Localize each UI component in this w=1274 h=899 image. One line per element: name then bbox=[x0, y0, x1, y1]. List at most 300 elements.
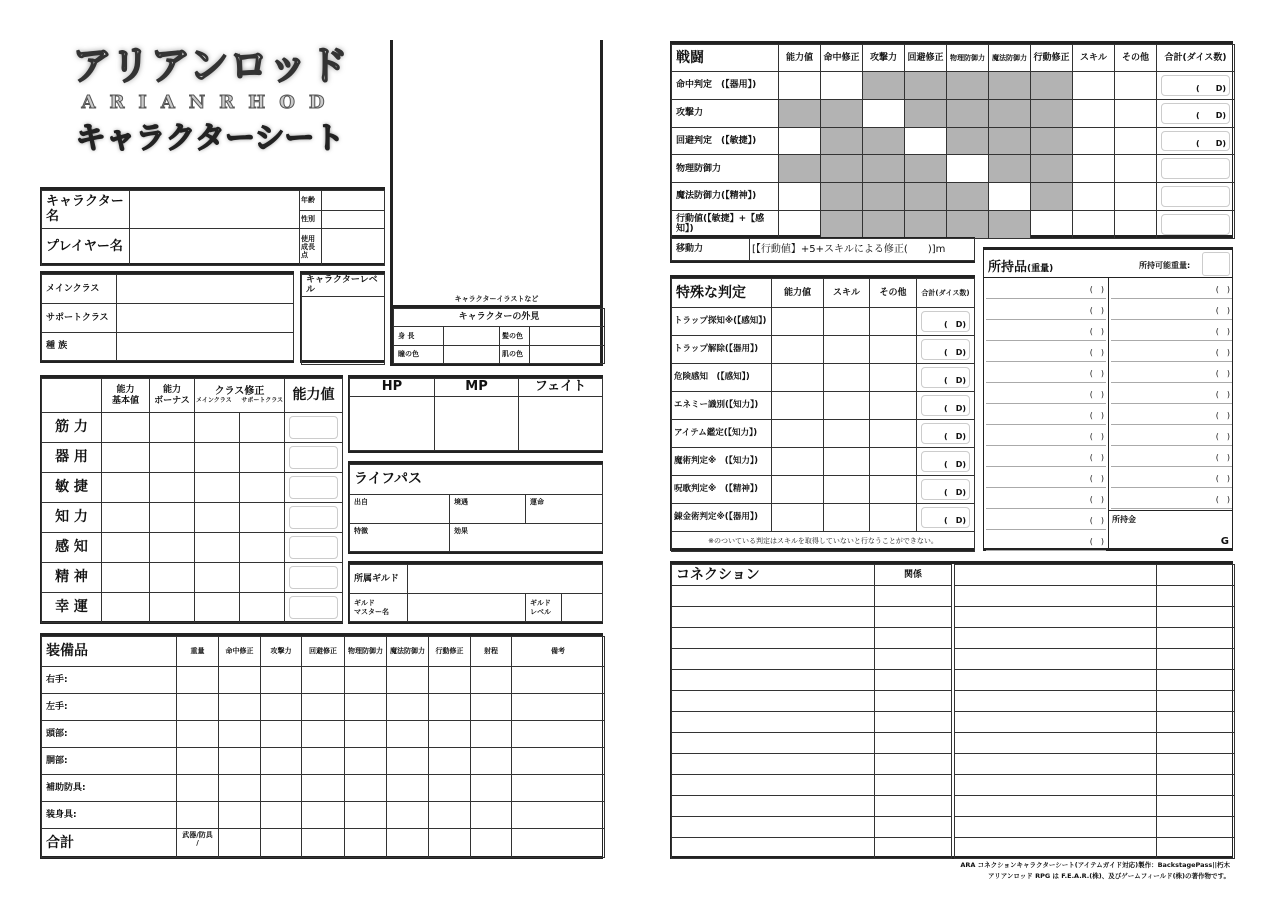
character-name-field[interactable] bbox=[130, 191, 300, 229]
equipment-field[interactable] bbox=[219, 802, 261, 829]
ability-field[interactable] bbox=[240, 503, 285, 533]
ability-value-box[interactable] bbox=[289, 506, 338, 529]
combat-field[interactable] bbox=[947, 155, 989, 183]
equipment-field[interactable] bbox=[387, 775, 429, 802]
ability-field[interactable] bbox=[195, 413, 240, 443]
guild-name-field[interactable] bbox=[408, 565, 603, 594]
equipment-field[interactable] bbox=[429, 721, 471, 748]
equipment-field[interactable] bbox=[345, 694, 387, 721]
connection-field[interactable] bbox=[955, 838, 1157, 859]
ability-value-box[interactable] bbox=[289, 566, 338, 589]
combat-total[interactable] bbox=[1157, 127, 1235, 155]
connection-field[interactable] bbox=[955, 691, 1157, 712]
special-field[interactable] bbox=[772, 504, 824, 532]
connection-field[interactable] bbox=[875, 817, 952, 838]
equipment-field[interactable] bbox=[387, 802, 429, 829]
inventory-item-right[interactable]: ( ) bbox=[1111, 383, 1232, 404]
ability-field[interactable] bbox=[150, 503, 195, 533]
class-field-2[interactable] bbox=[117, 333, 294, 361]
lifepath-fate[interactable] bbox=[526, 495, 603, 524]
equipment-field[interactable] bbox=[177, 748, 219, 775]
special-field[interactable] bbox=[870, 308, 917, 336]
special-field[interactable] bbox=[824, 364, 870, 392]
special-field[interactable] bbox=[870, 392, 917, 420]
connection-field[interactable] bbox=[672, 817, 875, 838]
special-field[interactable] bbox=[870, 504, 917, 532]
ability-label-text: 知 力 bbox=[55, 509, 88, 526]
equipment-field[interactable] bbox=[261, 694, 302, 721]
equipment-field[interactable] bbox=[219, 748, 261, 775]
equipment-field[interactable] bbox=[429, 694, 471, 721]
skin-color-field[interactable] bbox=[530, 346, 605, 364]
ability-field[interactable] bbox=[150, 593, 195, 623]
equipment-field[interactable] bbox=[471, 694, 512, 721]
special-field[interactable] bbox=[824, 504, 870, 532]
special-field[interactable] bbox=[824, 336, 870, 364]
special-field[interactable] bbox=[772, 420, 824, 448]
special-field[interactable] bbox=[824, 448, 870, 476]
combat-total-box[interactable] bbox=[1161, 186, 1230, 207]
combat-field[interactable] bbox=[779, 72, 821, 100]
vital-field-1[interactable] bbox=[435, 397, 519, 451]
combat-field[interactable] bbox=[779, 127, 821, 155]
special-total-box[interactable]: ( D) bbox=[921, 367, 970, 388]
ability-field[interactable] bbox=[240, 533, 285, 563]
equipment-field[interactable] bbox=[302, 748, 345, 775]
connection-field[interactable] bbox=[672, 838, 875, 859]
connection-field[interactable] bbox=[875, 838, 952, 859]
combat-field[interactable] bbox=[863, 99, 905, 127]
combat-field[interactable] bbox=[1073, 155, 1115, 183]
special-total[interactable] bbox=[917, 364, 975, 392]
capacity-field[interactable] bbox=[1202, 252, 1230, 276]
ability-field[interactable] bbox=[102, 473, 150, 503]
combat-field[interactable] bbox=[1073, 99, 1115, 127]
equipment-field[interactable] bbox=[302, 775, 345, 802]
movement-formula[interactable] bbox=[750, 239, 975, 261]
combat-field[interactable] bbox=[1031, 210, 1073, 238]
equipment-field[interactable] bbox=[471, 748, 512, 775]
inventory-item-left[interactable]: ( ) bbox=[986, 383, 1106, 404]
equipment-total-field[interactable] bbox=[302, 829, 345, 858]
connection-field[interactable] bbox=[875, 733, 952, 754]
character-level-label-text: キャラクターレベル bbox=[306, 275, 378, 296]
equipment-field[interactable] bbox=[261, 667, 302, 694]
special-row-label bbox=[672, 336, 772, 364]
connection-field[interactable] bbox=[955, 586, 1157, 607]
special-field[interactable] bbox=[772, 392, 824, 420]
combat-total[interactable] bbox=[1157, 183, 1235, 211]
inventory-item-right[interactable]: ( ) bbox=[1111, 320, 1232, 341]
inventory-item-right[interactable]: ( ) bbox=[1111, 299, 1232, 320]
equipment-header bbox=[177, 637, 219, 667]
special-total-box[interactable]: ( D) bbox=[921, 395, 970, 416]
special-total-box[interactable]: ( D) bbox=[921, 507, 970, 528]
combat-na-cell bbox=[905, 155, 947, 183]
inventory-item-right[interactable]: ( ) bbox=[1111, 341, 1232, 362]
equipment-field[interactable] bbox=[387, 748, 429, 775]
connection-field[interactable] bbox=[1157, 733, 1235, 754]
ability-value[interactable] bbox=[285, 503, 343, 533]
equipment-field[interactable] bbox=[471, 802, 512, 829]
equipment-field[interactable] bbox=[345, 802, 387, 829]
equipment-field[interactable] bbox=[219, 721, 261, 748]
special-field[interactable] bbox=[870, 476, 917, 504]
connection-field[interactable] bbox=[1157, 817, 1235, 838]
inventory-item-left[interactable]: ( ) bbox=[986, 299, 1106, 320]
equipment-field[interactable] bbox=[429, 667, 471, 694]
connection-field[interactable] bbox=[672, 607, 875, 628]
ability-value-box[interactable] bbox=[289, 476, 338, 499]
equipment-total-field[interactable] bbox=[261, 829, 302, 858]
connection-field[interactable] bbox=[955, 796, 1157, 817]
combat-field[interactable] bbox=[1073, 72, 1115, 100]
equipment-field[interactable] bbox=[219, 667, 261, 694]
combat-na-cell bbox=[779, 155, 821, 183]
equipment-field[interactable] bbox=[387, 667, 429, 694]
equipment-field[interactable] bbox=[177, 775, 219, 802]
equipment-field[interactable] bbox=[302, 721, 345, 748]
class-field-1[interactable] bbox=[117, 304, 294, 333]
combat-field[interactable] bbox=[1073, 183, 1115, 211]
illustration-area[interactable] bbox=[390, 40, 603, 306]
connection-field[interactable] bbox=[1157, 670, 1235, 691]
equipment-field[interactable] bbox=[512, 775, 605, 802]
special-field[interactable] bbox=[870, 336, 917, 364]
weight-total-note[interactable] bbox=[177, 829, 219, 858]
connection-field[interactable] bbox=[672, 586, 875, 607]
equipment-field[interactable] bbox=[177, 694, 219, 721]
equipment-field[interactable] bbox=[471, 721, 512, 748]
equipment-field[interactable] bbox=[345, 775, 387, 802]
ability-field[interactable] bbox=[102, 533, 150, 563]
ability-field[interactable] bbox=[195, 443, 240, 473]
equipment-total-field[interactable] bbox=[219, 829, 261, 858]
connection-field[interactable] bbox=[672, 628, 875, 649]
ability-field[interactable] bbox=[240, 413, 285, 443]
equipment-field[interactable] bbox=[261, 775, 302, 802]
ability-value[interactable] bbox=[285, 473, 343, 503]
connection-field[interactable] bbox=[1157, 565, 1235, 586]
combat-total[interactable] bbox=[1157, 72, 1235, 100]
special-total[interactable] bbox=[917, 336, 975, 364]
connection-field[interactable] bbox=[955, 649, 1157, 670]
relation-header bbox=[875, 565, 952, 586]
equipment-total-field[interactable] bbox=[387, 829, 429, 858]
combat-field[interactable] bbox=[1073, 127, 1115, 155]
ability-field[interactable] bbox=[195, 563, 240, 593]
ability-field[interactable] bbox=[195, 533, 240, 563]
ability-field[interactable] bbox=[150, 413, 195, 443]
inventory-item-right[interactable]: ( ) bbox=[1111, 425, 1232, 446]
equipment-field[interactable] bbox=[302, 802, 345, 829]
equipment-field[interactable] bbox=[345, 748, 387, 775]
ability-field[interactable] bbox=[150, 563, 195, 593]
growth-points-field[interactable] bbox=[322, 229, 385, 266]
inventory-item-right[interactable]: ( ) bbox=[1111, 278, 1232, 299]
equipment-field[interactable] bbox=[177, 802, 219, 829]
inventory-item-left[interactable]: ( ) bbox=[986, 341, 1106, 362]
ability-field[interactable] bbox=[240, 443, 285, 473]
combat-field[interactable] bbox=[1115, 72, 1157, 100]
special-field[interactable] bbox=[772, 364, 824, 392]
lifepath-circumstance[interactable] bbox=[450, 495, 526, 524]
connection-field[interactable] bbox=[672, 691, 875, 712]
connection-field[interactable] bbox=[672, 670, 875, 691]
combat-field[interactable] bbox=[1115, 99, 1157, 127]
combat-total[interactable] bbox=[1157, 155, 1235, 183]
equipment-field[interactable] bbox=[219, 775, 261, 802]
special-total-box[interactable]: ( D) bbox=[921, 451, 970, 472]
gender-field[interactable] bbox=[322, 211, 385, 229]
connection-field[interactable] bbox=[1157, 775, 1235, 796]
special-total[interactable] bbox=[917, 476, 975, 504]
equipment-field[interactable] bbox=[302, 694, 345, 721]
connection-field[interactable] bbox=[1157, 712, 1235, 733]
special-total[interactable] bbox=[917, 448, 975, 476]
connection-field[interactable] bbox=[1157, 796, 1235, 817]
combat-na-cell bbox=[905, 210, 947, 238]
connection-field[interactable] bbox=[672, 754, 875, 775]
equipment-field[interactable] bbox=[177, 667, 219, 694]
special-field[interactable] bbox=[772, 308, 824, 336]
inventory-item-right[interactable]: ( ) bbox=[1111, 446, 1232, 467]
special-field[interactable] bbox=[870, 364, 917, 392]
equipment-field[interactable] bbox=[471, 775, 512, 802]
class-label-0-text: メインクラス bbox=[46, 283, 100, 294]
vital-field-0[interactable] bbox=[350, 397, 435, 451]
ability-value[interactable] bbox=[285, 443, 343, 473]
equipment-total-field[interactable] bbox=[429, 829, 471, 858]
ability-value-box[interactable] bbox=[289, 416, 338, 439]
combat-total[interactable] bbox=[1157, 99, 1235, 127]
equipment-field[interactable] bbox=[471, 667, 512, 694]
equipment-field[interactable] bbox=[261, 802, 302, 829]
connection-field[interactable] bbox=[875, 628, 952, 649]
connection-field[interactable] bbox=[1157, 586, 1235, 607]
lifepath-origin[interactable] bbox=[350, 495, 450, 524]
special-field[interactable] bbox=[870, 448, 917, 476]
ability-value-box[interactable] bbox=[289, 446, 338, 469]
special-field[interactable] bbox=[824, 392, 870, 420]
combat-field[interactable] bbox=[821, 72, 863, 100]
special-total[interactable] bbox=[917, 504, 975, 532]
equipment-field[interactable] bbox=[261, 721, 302, 748]
ability-field[interactable] bbox=[195, 503, 240, 533]
connection-field[interactable] bbox=[955, 607, 1157, 628]
ability-field[interactable] bbox=[195, 473, 240, 503]
equipment-field[interactable] bbox=[219, 694, 261, 721]
equipment-field[interactable] bbox=[429, 802, 471, 829]
vital-field-2[interactable] bbox=[519, 397, 603, 451]
inventory-item-left[interactable]: ( ) bbox=[986, 530, 1106, 551]
special-field[interactable] bbox=[772, 476, 824, 504]
eye-color-field[interactable] bbox=[444, 346, 500, 364]
special-total-box[interactable]: ( D) bbox=[921, 423, 970, 444]
connection-field[interactable] bbox=[955, 628, 1157, 649]
equipment-field[interactable] bbox=[302, 667, 345, 694]
combat-field[interactable] bbox=[779, 210, 821, 238]
equipment-total-field[interactable] bbox=[471, 829, 512, 858]
combat-total-box[interactable]: ( D) bbox=[1161, 75, 1230, 96]
connection-field[interactable] bbox=[1157, 628, 1235, 649]
ability-field[interactable] bbox=[240, 593, 285, 623]
inventory-item-left[interactable]: ( ) bbox=[986, 467, 1106, 488]
equipment-field[interactable] bbox=[512, 721, 605, 748]
connection-field[interactable] bbox=[1157, 649, 1235, 670]
connection-field[interactable] bbox=[672, 796, 875, 817]
inventory-item-left[interactable]: ( ) bbox=[986, 509, 1106, 530]
connection-field[interactable] bbox=[875, 670, 952, 691]
combat-field[interactable] bbox=[1115, 155, 1157, 183]
lifepath-trait[interactable] bbox=[350, 524, 450, 552]
connection-field[interactable] bbox=[875, 712, 952, 733]
connection-field[interactable] bbox=[1157, 691, 1235, 712]
guild-master-field[interactable] bbox=[408, 594, 526, 622]
special-total-box[interactable]: ( D) bbox=[921, 311, 970, 332]
connection-field[interactable] bbox=[875, 691, 952, 712]
ability-field[interactable] bbox=[102, 593, 150, 623]
ability-value[interactable] bbox=[285, 563, 343, 593]
equipment-field[interactable] bbox=[345, 667, 387, 694]
equipment-field[interactable] bbox=[512, 694, 605, 721]
ability-label bbox=[42, 443, 102, 473]
special-header-text: 能力値 bbox=[783, 287, 811, 298]
ability-field[interactable] bbox=[195, 593, 240, 623]
ability-field[interactable] bbox=[240, 563, 285, 593]
ability-value-box[interactable] bbox=[289, 596, 338, 619]
character-level-field[interactable] bbox=[302, 296, 385, 364]
inventory-item-left[interactable]: ( ) bbox=[986, 362, 1106, 383]
connection-field[interactable] bbox=[1157, 838, 1235, 859]
equipment-field[interactable] bbox=[512, 802, 605, 829]
connection-field[interactable] bbox=[955, 817, 1157, 838]
arianrhod-logo bbox=[45, 38, 375, 183]
connection-field[interactable] bbox=[875, 649, 952, 670]
inventory-item-right[interactable]: ( ) bbox=[1111, 488, 1232, 509]
ability-value-box[interactable] bbox=[289, 536, 338, 559]
connection-field[interactable] bbox=[955, 775, 1157, 796]
special-field[interactable] bbox=[772, 336, 824, 364]
special-total[interactable] bbox=[917, 308, 975, 336]
combat-total-box[interactable] bbox=[1161, 158, 1230, 179]
lifepath-effect[interactable] bbox=[450, 524, 603, 552]
combat-field[interactable] bbox=[989, 183, 1031, 211]
combat-total-box[interactable]: ( D) bbox=[1161, 103, 1230, 124]
combat-field[interactable] bbox=[905, 127, 947, 155]
ability-field[interactable] bbox=[102, 413, 150, 443]
connection-field[interactable] bbox=[1157, 754, 1235, 775]
combat-row-label-text: 命中判定 (【器用】) bbox=[676, 80, 757, 91]
ability-field[interactable] bbox=[150, 473, 195, 503]
height-field[interactable] bbox=[444, 327, 500, 346]
combat-total-box[interactable]: ( D) bbox=[1161, 131, 1230, 152]
equipment-field[interactable] bbox=[429, 775, 471, 802]
equipment-field[interactable] bbox=[261, 748, 302, 775]
combat-field[interactable] bbox=[1115, 210, 1157, 238]
inventory-item-left[interactable]: ( ) bbox=[986, 404, 1106, 425]
player-name-field[interactable] bbox=[130, 229, 300, 266]
inventory-item-left[interactable]: ( ) bbox=[986, 488, 1106, 509]
inventory-item-left[interactable]: ( ) bbox=[986, 425, 1106, 446]
equipment-field[interactable] bbox=[429, 748, 471, 775]
equipment-header-text: 重量 bbox=[190, 647, 205, 656]
ability-value[interactable] bbox=[285, 413, 343, 443]
special-field[interactable] bbox=[772, 448, 824, 476]
combat-field[interactable] bbox=[779, 183, 821, 211]
inventory-item-right[interactable]: ( ) bbox=[1111, 362, 1232, 383]
ability-field[interactable] bbox=[102, 563, 150, 593]
connection-field[interactable] bbox=[672, 649, 875, 670]
combat-field[interactable] bbox=[1115, 127, 1157, 155]
combat-field[interactable] bbox=[1115, 183, 1157, 211]
ability-field[interactable] bbox=[150, 533, 195, 563]
connection-field[interactable] bbox=[875, 775, 952, 796]
special-total[interactable] bbox=[917, 420, 975, 448]
ability-label bbox=[42, 593, 102, 623]
connection-field[interactable] bbox=[672, 712, 875, 733]
equipment-field[interactable] bbox=[345, 721, 387, 748]
equipment-field[interactable] bbox=[387, 694, 429, 721]
special-total[interactable] bbox=[917, 392, 975, 420]
guild-level-field[interactable] bbox=[562, 594, 603, 622]
equipment-total-field[interactable] bbox=[512, 829, 605, 858]
inventory-item-left[interactable]: ( ) bbox=[986, 320, 1106, 341]
special-total-box[interactable]: ( D) bbox=[921, 339, 970, 360]
money-field[interactable] bbox=[1109, 510, 1232, 548]
connection-field[interactable] bbox=[875, 754, 952, 775]
equipment-field[interactable] bbox=[512, 667, 605, 694]
connection-field[interactable] bbox=[875, 796, 952, 817]
connection-field[interactable] bbox=[672, 733, 875, 754]
ability-field[interactable] bbox=[150, 443, 195, 473]
ability-value[interactable] bbox=[285, 533, 343, 563]
age-field[interactable] bbox=[322, 191, 385, 211]
combat-field[interactable] bbox=[1073, 210, 1115, 238]
class-field-0[interactable] bbox=[117, 275, 294, 304]
ability-field[interactable] bbox=[102, 443, 150, 473]
connection-field[interactable] bbox=[955, 733, 1157, 754]
equipment-field[interactable] bbox=[177, 721, 219, 748]
special-field[interactable] bbox=[870, 420, 917, 448]
hair-color-field[interactable] bbox=[530, 327, 605, 346]
connection-field[interactable] bbox=[672, 775, 875, 796]
inventory-item-right[interactable]: ( ) bbox=[1111, 467, 1232, 488]
inventory-item-left[interactable]: ( ) bbox=[986, 278, 1106, 299]
equipment-field[interactable] bbox=[512, 748, 605, 775]
inventory-item-right[interactable]: ( ) bbox=[1111, 404, 1232, 425]
connection-field[interactable] bbox=[955, 565, 1157, 586]
combat-total-box[interactable] bbox=[1161, 214, 1230, 235]
combat-total[interactable] bbox=[1157, 210, 1235, 238]
connection-field[interactable] bbox=[875, 586, 952, 607]
special-field[interactable] bbox=[824, 308, 870, 336]
special-field[interactable] bbox=[824, 420, 870, 448]
ability-field[interactable] bbox=[102, 503, 150, 533]
equipment-field[interactable] bbox=[387, 721, 429, 748]
connection-field[interactable] bbox=[955, 670, 1157, 691]
connection-field[interactable] bbox=[875, 607, 952, 628]
special-field[interactable] bbox=[824, 476, 870, 504]
special-total-box[interactable]: ( D) bbox=[921, 479, 970, 500]
ability-field[interactable] bbox=[240, 473, 285, 503]
connection-field[interactable] bbox=[955, 754, 1157, 775]
inventory-item-left[interactable]: ( ) bbox=[986, 446, 1106, 467]
ability-value[interactable] bbox=[285, 593, 343, 623]
equipment-total-field[interactable] bbox=[345, 829, 387, 858]
connection-field[interactable] bbox=[955, 712, 1157, 733]
connection-field[interactable] bbox=[1157, 607, 1235, 628]
